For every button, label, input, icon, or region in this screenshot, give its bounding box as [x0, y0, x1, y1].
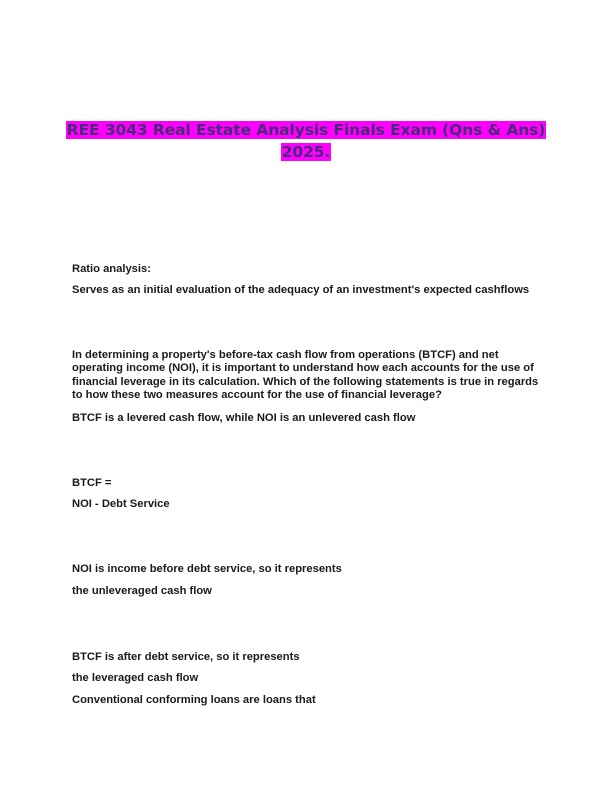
title-highlight: REE 3043 Real Estate Analysis Finals Exam (Qns & Ans) — [66, 121, 546, 139]
question-btcf-represents: BTCF is after debt service, so it represents — [72, 651, 300, 663]
question-conventional-loans: Conventional conforming loans are loans that — [72, 694, 316, 706]
question-btcf-noi-line-1: In determining a property's before-tax cash flow from operations (BTCF) and net — [72, 349, 499, 361]
answer-ratio-analysis: Serves as an initial evaluation of the adequacy of an investment's expected cashflows — [72, 284, 530, 296]
answer-noi-represents: the unleveraged cash flow — [72, 585, 212, 597]
answer-btcf-formula: NOI - Debt Service — [72, 498, 170, 510]
title-highlight: 2025. — [281, 143, 331, 161]
question-btcf-noi-line-4: to how these two measures account for the use of financial leverage? — [72, 389, 442, 401]
question-noi-represents: NOI is income before debt service, so it represents — [72, 563, 342, 575]
document-title-line-1 — [60, 119, 552, 141]
answer-btcf-noi: BTCF is a levered cash flow, while NOI is an unlevered cash flow — [72, 412, 416, 424]
answer-btcf-represents: the leveraged cash flow — [72, 672, 199, 684]
question-btcf-noi-line-3: financial leverage in its calculation. Which of the following statements is true in regards — [72, 376, 539, 388]
question-btcf-noi-line-2: operating income (NOI), it is important to understand how each accounts for the use of — [72, 362, 534, 374]
question-ratio-analysis: Ratio analysis: — [72, 263, 151, 275]
document-title-line-2 — [60, 141, 552, 163]
question-btcf-formula: BTCF = — [72, 477, 112, 489]
